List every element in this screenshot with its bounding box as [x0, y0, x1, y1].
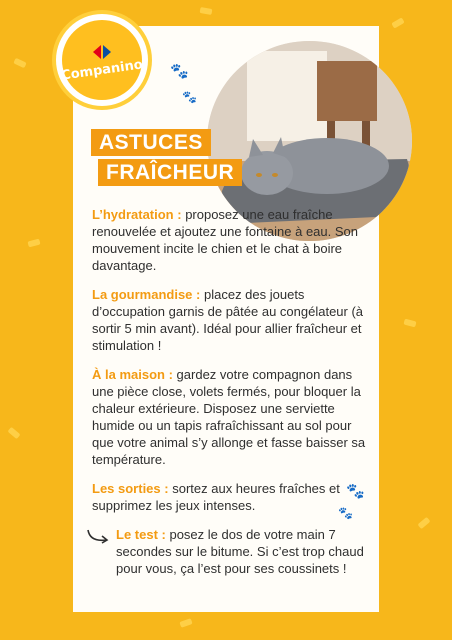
- section-body: proposez une eau fraîche renouvelée et ajoutez une fontaine à eau. Son mouvement incite le chien et le chat à boire davantage.: [92, 207, 358, 273]
- section-body: gardez votre compagnon dans une pièce close, volets fermés, pour bloquer la chaleur extérieure. Disposez une serviette humide ou un tapis rafraîchissant au sol pour que votre animal s’y allonge et fasse baisser sa température.: [92, 367, 366, 467]
- carrefour-logo-icon: [90, 43, 114, 61]
- paw-icon: 🐾: [182, 90, 197, 104]
- section-heading: La gourmandise :: [92, 287, 201, 302]
- tip-gourmandise: [92, 286, 368, 354]
- paw-icon: 🐾: [338, 506, 353, 520]
- paw-icon: 🐾: [170, 63, 189, 80]
- section-heading: L’hydratation :: [92, 207, 182, 222]
- tip-maison: [92, 366, 368, 468]
- title-line-2: FRAÎCHEUR: [98, 159, 242, 186]
- section-body: placez des jouets d’occupation garnis de pâtée au congélateur (à sortir 5 min avant). Idéal pour allier fraîcheur et stimulation !: [92, 287, 364, 353]
- curved-arrow-icon: [86, 526, 112, 546]
- tip-hydratation: [92, 206, 368, 274]
- page-title: [91, 129, 242, 189]
- section-heading: À la maison :: [92, 367, 173, 382]
- section-body: posez le dos de votre main 7 secondes sur le bitume. Si c’est trop chaud pour vous, ça l’est pour ses coussinets !: [116, 527, 364, 576]
- companino-logo: [56, 14, 148, 106]
- logo-text: Companino: [60, 56, 144, 84]
- section-heading: Les sorties :: [92, 481, 169, 496]
- title-line-1: ASTUCES: [91, 129, 211, 156]
- tip-test: [116, 526, 368, 577]
- tips-content: [92, 206, 368, 589]
- paw-icon: 🐾: [346, 483, 365, 500]
- tip-sorties: [92, 480, 368, 514]
- section-body: sortez aux heures fraîches et supprimez les jeux intenses.: [92, 481, 340, 513]
- section-heading: Le test :: [116, 527, 166, 542]
